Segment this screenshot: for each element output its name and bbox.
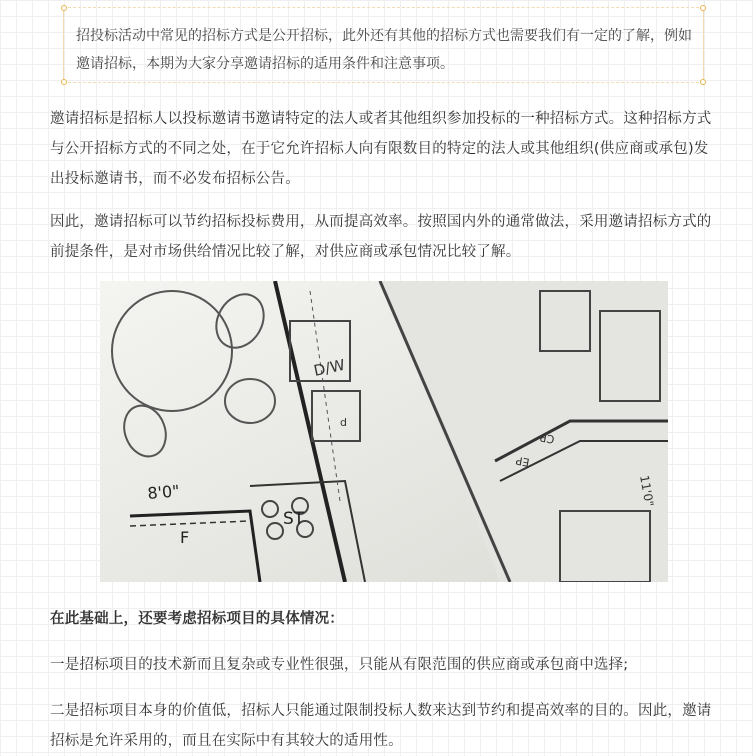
paragraph-definition: 邀请招标是招标人以投标邀请书邀请特定的法人或者其他组织参加投标的一种招标方式。这种招标方式与公开招标方式的不同之处，在于它允许招标人向有限数目的特定的法人或其他组织(供应商或承包)发出投标邀请书，而不必发布招标公告。 bbox=[50, 111, 712, 187]
label-d: d bbox=[340, 416, 347, 429]
corner-dot-bottom-right bbox=[700, 79, 706, 85]
corner-dot-top-left bbox=[61, 5, 67, 11]
label-f: F bbox=[180, 528, 190, 547]
label-ep: EP bbox=[514, 453, 531, 469]
corner-dot-bottom-left bbox=[61, 79, 67, 85]
paragraph-condition-one: 一是招标项目的技术新而且复杂或专业性很强，只能从有限范围的供应商或承包商中选择; bbox=[50, 657, 629, 673]
label-dimension-2: 11'0" bbox=[637, 474, 657, 508]
intro-text: 招投标活动中常见的招标方式是公开招标，此外还有其他的招标方式也需要我们有一定的了解，例如邀请招标，本期为大家分享邀请招标的适用条件和注意事项。 bbox=[76, 28, 692, 72]
corner-dot-top-right bbox=[700, 5, 706, 11]
label-cp: CP bbox=[539, 430, 556, 446]
label-dimension: 8'0" bbox=[146, 481, 181, 503]
floor-plan-photo bbox=[100, 281, 668, 582]
intro-quote-box bbox=[63, 7, 704, 83]
label-dw: D/W bbox=[312, 355, 347, 380]
paragraph-condition-two: 二是招标项目本身的价值低，招标人只能通过限制投标人数来达到节约和提高效率的目的。因此，邀请招标是允许采用的，而且在实际中有其较大的适用性。 bbox=[50, 703, 712, 749]
section-heading: 在此基础上，还要考虑招标项目的具体情况： bbox=[50, 611, 344, 627]
floor-plan-drawing bbox=[100, 281, 668, 582]
paragraph-benefit: 因此，邀请招标可以节约招标投标费用，从而提高效率。按照国内外的通常做法，采用邀请招标方式的前提条件，是对市场供给情况比较了解，对供应商或承包情况比较了解。 bbox=[50, 214, 712, 260]
label-st: ST bbox=[283, 509, 305, 529]
